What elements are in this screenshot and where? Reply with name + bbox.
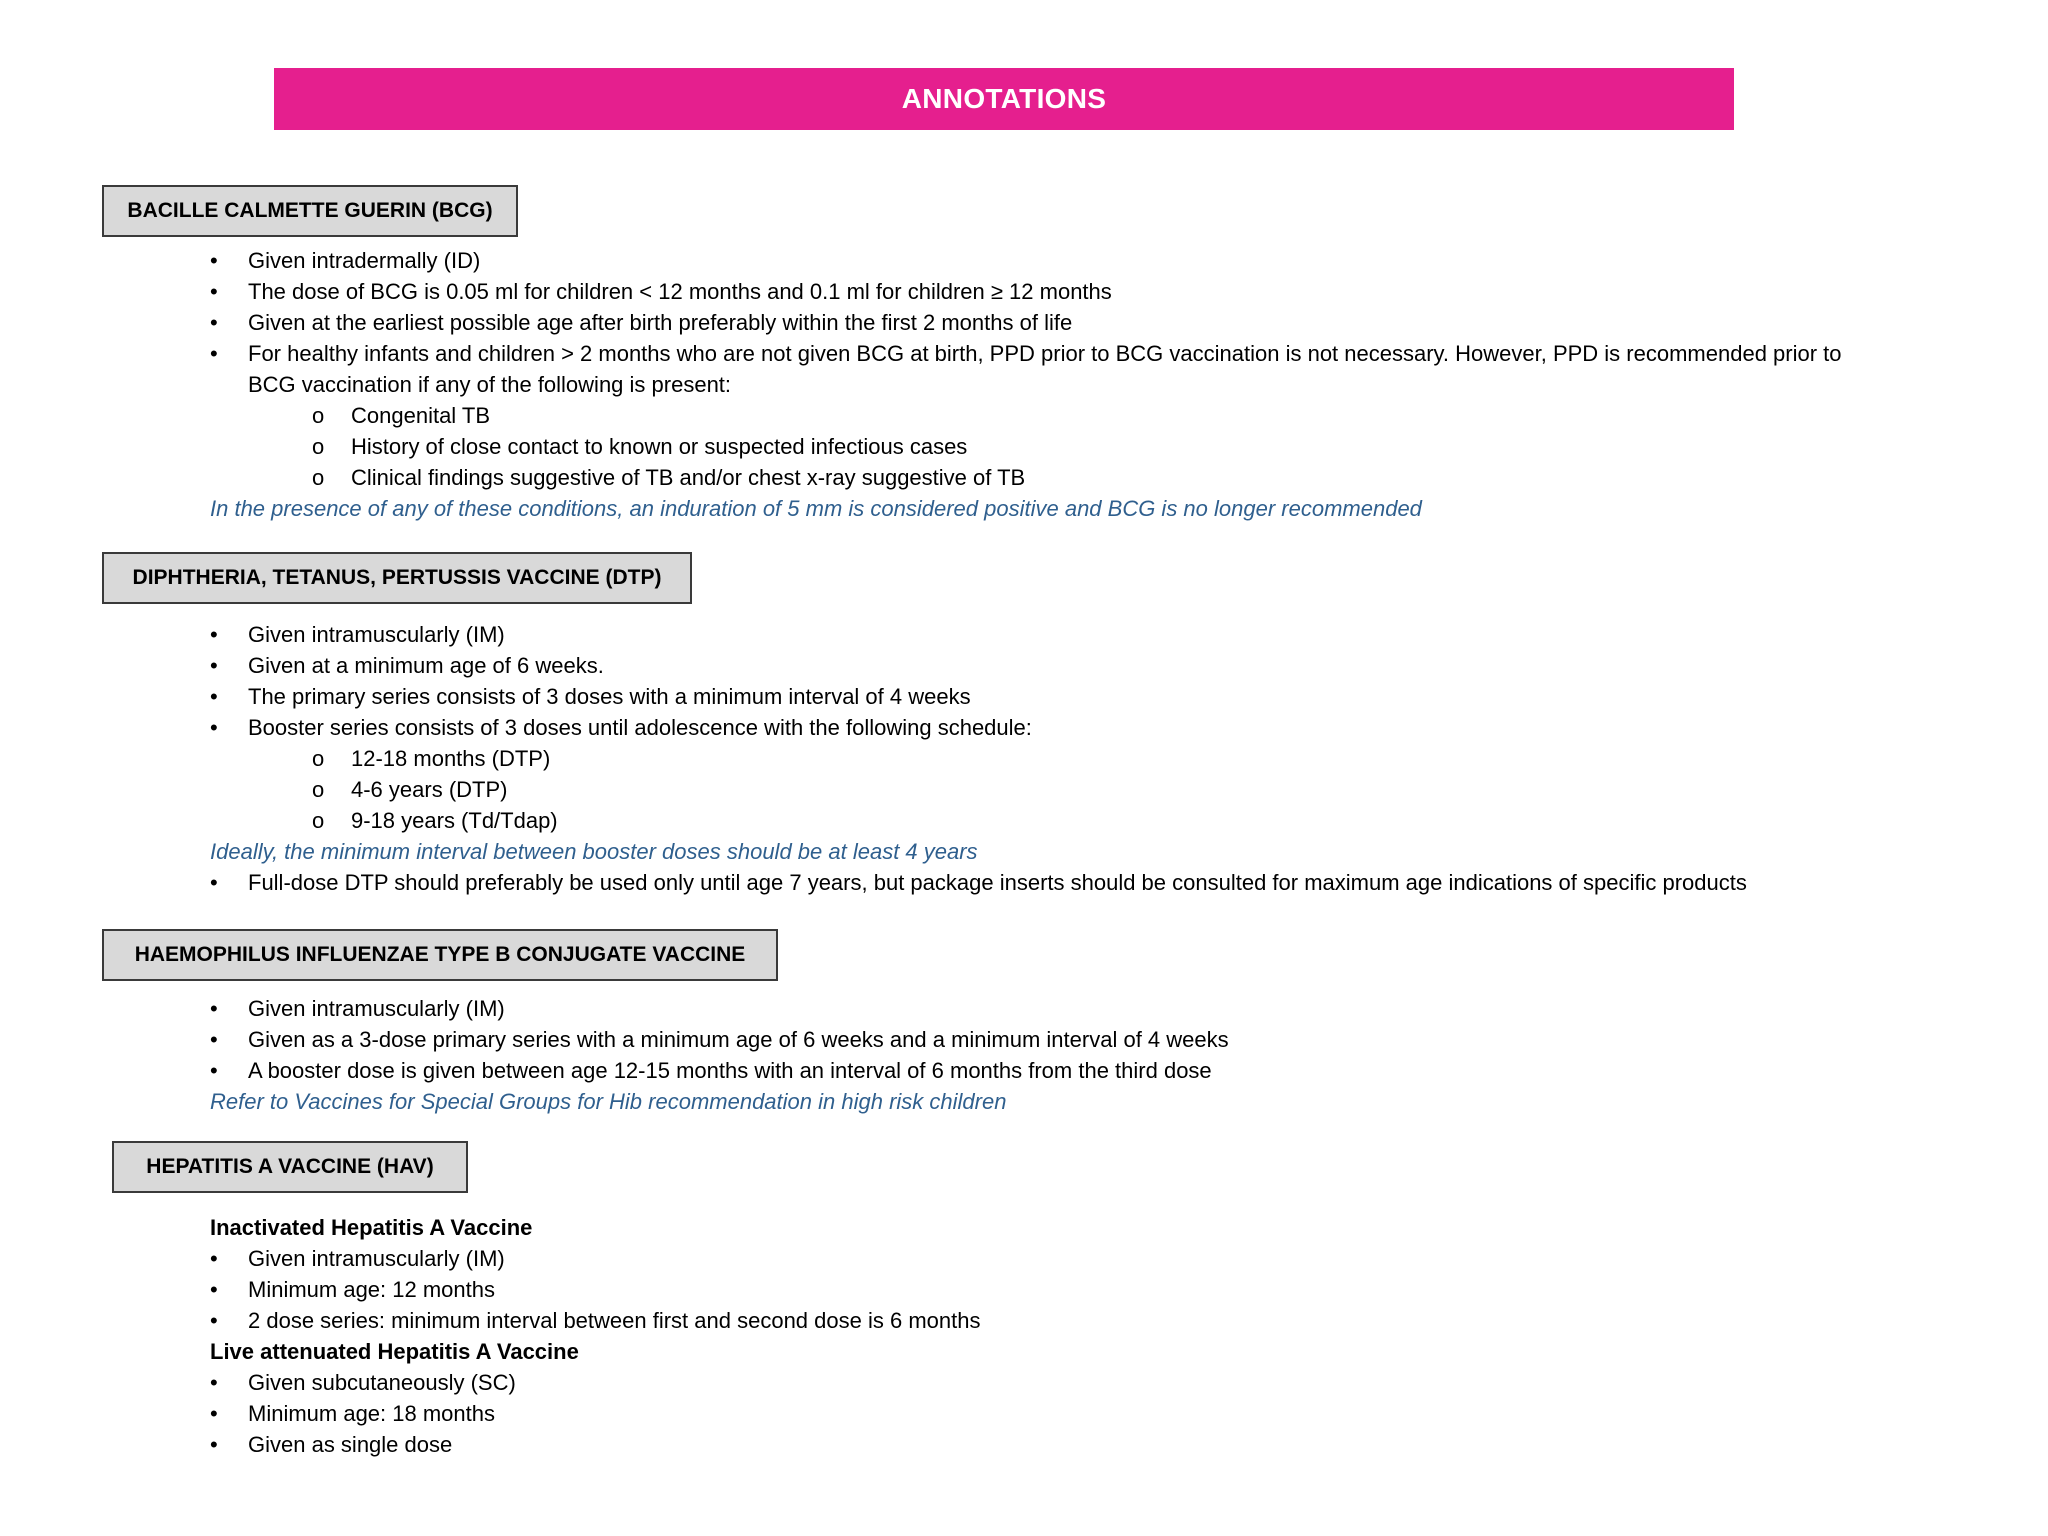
bullet-item: • A booster dose is given between age 12-15 months with an interval of 6 months from the third dose (0, 1055, 2048, 1086)
subheading-line (0, 1336, 2048, 1367)
circle-bullet-icon: o (312, 465, 325, 490)
bullet-icon: • (210, 1370, 218, 1395)
hib-section (0, 993, 2048, 1117)
sub-item: o 12-18 months (DTP) (0, 743, 2048, 774)
bullet-icon: • (210, 684, 218, 709)
hav-section (0, 1212, 2048, 1460)
bullet-item: • Booster series consists of 3 doses until adolescence with the following schedule: (0, 712, 2048, 743)
bullet-item: • For healthy infants and children > 2 months who are not given BCG at birth, PPD prior to BCG vaccination is not necessary. However, PPD is recommended prior to (0, 338, 2048, 369)
hav-heading: HEPATITIS A VACCINE (HAV) (146, 1155, 434, 1178)
annotations-banner (274, 68, 1734, 130)
dtp-heading: DIPHTHERIA, TETANUS, PERTUSSIS VACCINE (DTP) (132, 566, 662, 589)
circle-bullet-icon: o (312, 808, 325, 833)
live-subheading: Live attenuated Hepatitis A Vaccine (210, 1339, 579, 1364)
sub-item: o Clinical findings suggestive of TB and/or chest x-ray suggestive of TB (0, 462, 2048, 493)
bullet-icon: • (210, 870, 218, 895)
sub-item: o 9-18 years (Td/Tdap) (0, 805, 2048, 836)
dtp-note: Ideally, the minimum interval between booster doses should be at least 4 years (210, 839, 978, 864)
sub-item: o History of close contact to known or suspected infectious cases (0, 431, 2048, 462)
bullet-icon: • (210, 248, 218, 273)
bullet-icon: • (210, 279, 218, 304)
hib-heading: HAEMOPHILUS INFLUENZAE TYPE B CONJUGATE VACCINE (134, 943, 746, 966)
circle-bullet-icon: o (312, 777, 325, 802)
bullet-icon: • (210, 1027, 218, 1052)
bullet-continuation: BCG vaccination if any of the following is present: (248, 372, 732, 397)
bullet-icon: • (210, 310, 218, 335)
bullet-item: • The primary series consists of 3 doses with a minimum interval of 4 weeks (0, 681, 2048, 712)
dtp-heading-box (102, 552, 692, 604)
bullet-item: • Given subcutaneously (SC) (0, 1367, 2048, 1398)
inactivated-subheading: Inactivated Hepatitis A Vaccine (210, 1215, 533, 1240)
hib-heading-box (102, 929, 778, 981)
bcg-note: In the presence of any of these conditions, an induration of 5 mm is considered positive and BCG is no longer recommended (210, 496, 1422, 521)
dtp-section (0, 619, 2048, 898)
circle-bullet-icon: o (312, 403, 325, 428)
sub-item: o Congenital TB (0, 400, 2048, 431)
subheading-line (0, 1212, 2048, 1243)
note-line (0, 1086, 2048, 1117)
bullet-item: • Given as a 3-dose primary series with a minimum age of 6 weeks and a minimum interval of 4 weeks (0, 1024, 2048, 1055)
bullet-item: • Given as single dose (0, 1429, 2048, 1460)
bullet-icon: • (210, 1058, 218, 1083)
bullet-item: • Minimum age: 18 months (0, 1398, 2048, 1429)
bullet-item: • Minimum age: 12 months (0, 1274, 2048, 1305)
bullet-icon: • (210, 1277, 218, 1302)
bullet-item: • Given intramuscularly (IM) (0, 993, 2048, 1024)
bullet-item: • Given intramuscularly (IM) (0, 619, 2048, 650)
bullet-icon: • (210, 622, 218, 647)
page-title: ANNOTATIONS (901, 83, 1107, 114)
circle-bullet-icon: o (312, 746, 325, 771)
bullet-icon: • (210, 1246, 218, 1271)
bullet-item: • Given intradermally (ID) (0, 245, 2048, 276)
bullet-item: • Given at a minimum age of 6 weeks. (0, 650, 2048, 681)
note-line (0, 493, 2048, 524)
hib-note: Refer to Vaccines for Special Groups for Hib recommendation in high risk children (210, 1089, 1007, 1114)
bcg-heading-box (102, 185, 518, 237)
bullet-icon: • (210, 996, 218, 1021)
bullet-icon: • (210, 1401, 218, 1426)
bullet-item: • Given at the earliest possible age after birth preferably within the first 2 months of life (0, 307, 2048, 338)
hav-heading-box (112, 1141, 468, 1193)
bullet-icon: • (210, 341, 218, 366)
bullet-icon: • (210, 1308, 218, 1333)
bullet-item: • The dose of BCG is 0.05 ml for children < 12 months and 0.1 ml for children ≥ 12 months (0, 276, 2048, 307)
bcg-heading: BACILLE CALMETTE GUERIN (BCG) (127, 199, 493, 222)
sub-item: o 4-6 years (DTP) (0, 774, 2048, 805)
bcg-section (0, 245, 2048, 524)
bullet-icon: • (210, 653, 218, 678)
note-line (0, 836, 2048, 867)
bullet-icon: • (210, 715, 218, 740)
circle-bullet-icon: o (312, 434, 325, 459)
bullet-item: • Full-dose DTP should preferably be used only until age 7 years, but package inserts should be consulted for maximum age indications of specific products (0, 867, 2048, 898)
bullet-item: • Given intramuscularly (IM) (0, 1243, 2048, 1274)
bullet-item: • 2 dose series: minimum interval between first and second dose is 6 months (0, 1305, 2048, 1336)
bullet-icon: • (210, 1432, 218, 1457)
